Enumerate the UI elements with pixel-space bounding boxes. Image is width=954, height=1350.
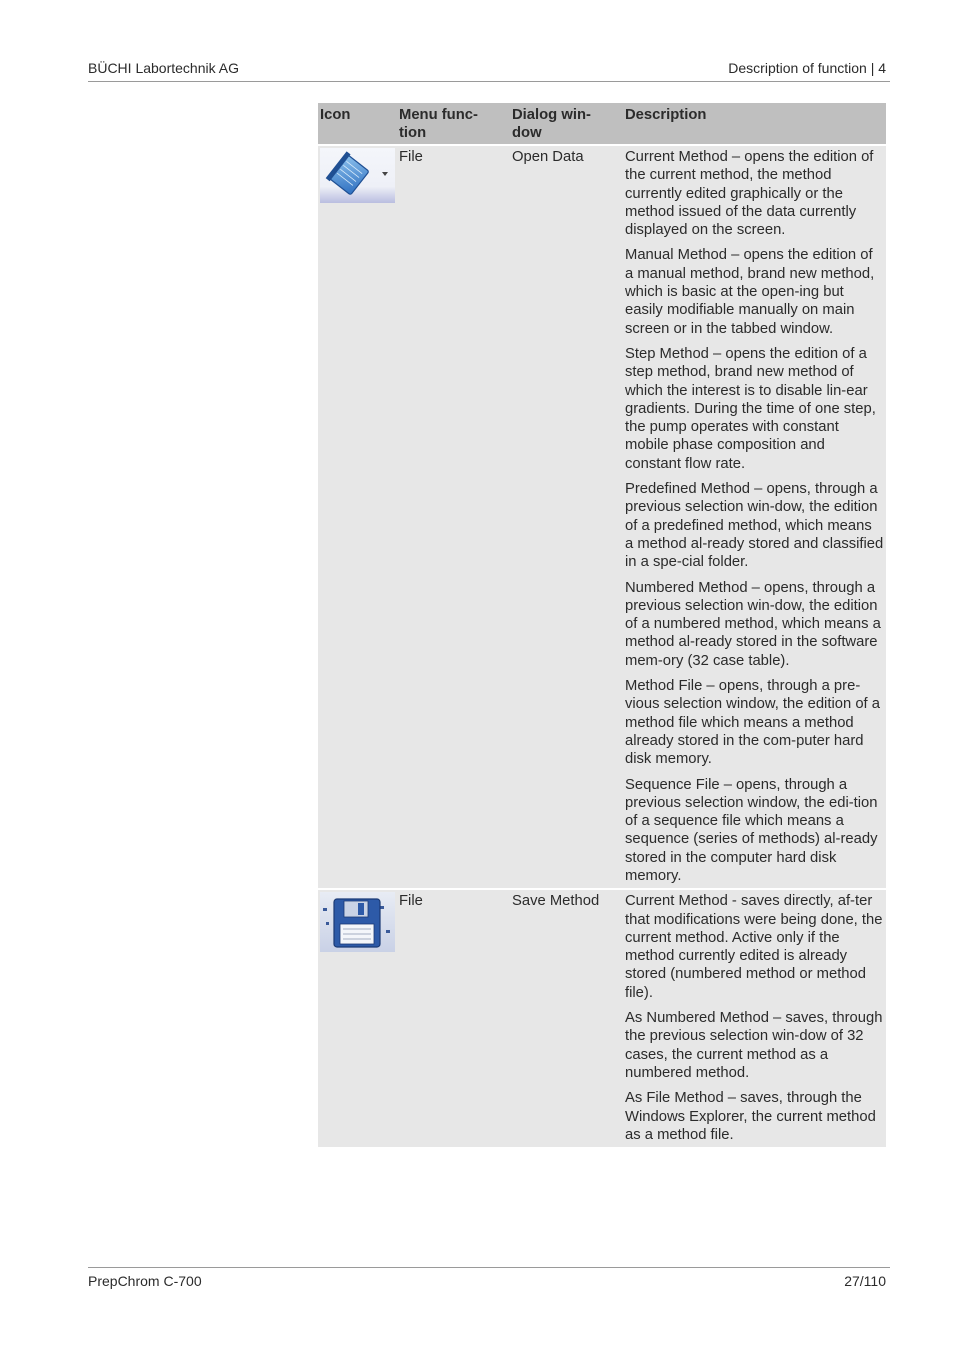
function-table: [318, 103, 886, 1147]
open-folder-icon: [320, 148, 395, 203]
dialog-window-cell: Save Method: [510, 888, 623, 1147]
description-cell: [623, 144, 886, 888]
column-header-menu-function-line1: Menu func-: [399, 107, 478, 123]
page-number: 27/110: [844, 1273, 886, 1289]
description-item: Manual Method – opens the edition of a manual method, brand new method, which is basic at the open-ing but easily modifiable manually on main screen or in the tabbed window.: [625, 247, 875, 337]
table-header-row: [318, 103, 886, 144]
company-name: BÜCHI Labortechnik AG: [88, 60, 239, 76]
description-cell: [623, 888, 886, 1147]
description-item: Method File – opens, through a pre-vious selection window, the edition of a method file which means a method already stored in the com-puter hard disk memory.: [625, 678, 880, 768]
table-row: [318, 144, 886, 888]
description-item: As Numbered Method – saves, through the previous selection win-dow of 32 cases, the current method as a numbered method.: [625, 1010, 883, 1081]
table-row: [318, 888, 886, 1147]
column-header-icon: Icon: [318, 103, 397, 144]
description-item: Sequence File – opens, through a previous selection window, the edi-tion of a sequence file which means a sequence (series of methods) al-ready stored in the computer hard disk memory.: [625, 776, 878, 884]
section-title: Description of function | 4: [728, 60, 886, 76]
dialog-window-cell: Open Data: [510, 144, 623, 888]
description-item: Step Method – opens the edition of a step method, brand new method of which the interest is to disable lin-ear gradients. During the time of one step, the pump operates with constant mobile phase composition and constant flow rate.: [625, 345, 876, 472]
description-item: As File Method – saves, through the Windows Explorer, the current method as a method file.: [625, 1090, 876, 1143]
column-header-dialog-window-line2: dow: [512, 125, 542, 141]
description-item: Numbered Method – opens, through a previous selection win-dow, the edition of a numbered method, which means a method al-ready stored in the software mem-ory (32 case table).: [625, 579, 881, 669]
column-header-menu-function-line2: tion: [399, 125, 427, 141]
column-header-description: Description: [623, 103, 886, 144]
page-footer: [88, 1267, 890, 1289]
icon-cell: [318, 888, 397, 1147]
description-item: Predefined Method – opens, through a previous selection win-dow, the edition of a predefined method, which means a method al-ready stored and classified in a spe-cial folder.: [625, 481, 884, 571]
icon-cell: [318, 144, 397, 888]
description-item: Current Method – opens the edition of the current method, the method currently edited graphically or the method issued of the data currently displayed on the screen.: [625, 149, 874, 239]
column-header-dialog-window: [510, 103, 623, 144]
column-header-menu-function: [397, 103, 510, 144]
menu-function-cell: File: [397, 888, 510, 1147]
product-name: PrepChrom C-700: [88, 1273, 202, 1289]
save-floppy-icon: [320, 892, 395, 952]
description-item: Current Method - saves directly, af-ter that modifications were being done, the current method. Active only if the method currently edited is already stored (numbered method or method file).: [625, 893, 883, 1001]
menu-function-cell: File: [397, 144, 510, 888]
column-header-dialog-window-line1: Dialog win-: [512, 107, 591, 123]
page-header: [88, 60, 890, 82]
